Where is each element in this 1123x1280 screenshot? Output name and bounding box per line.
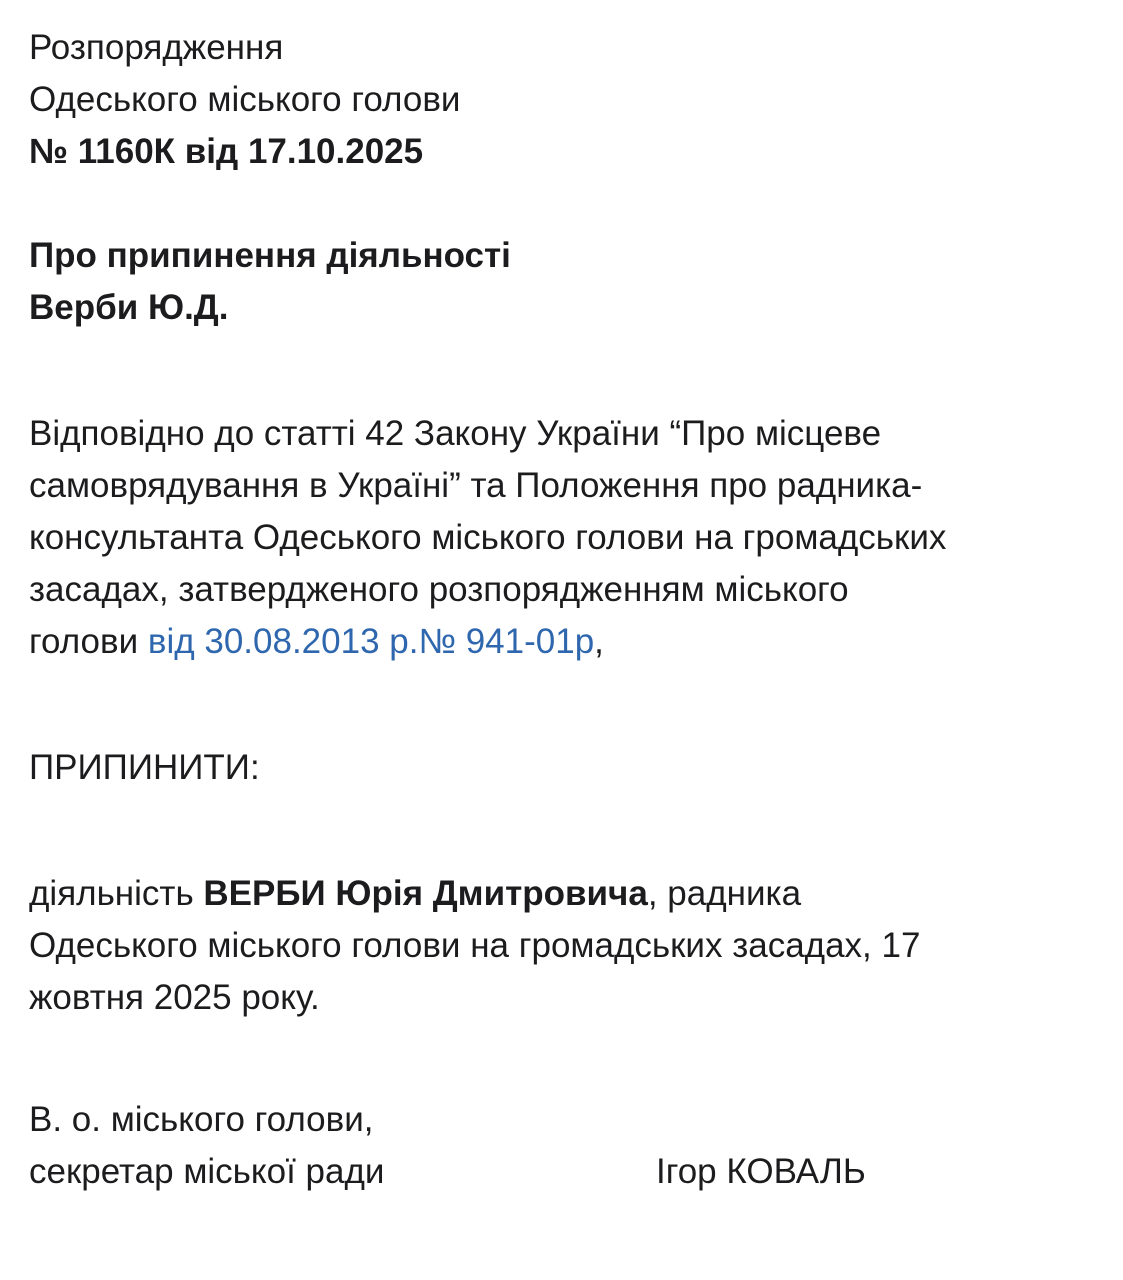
legal-basis-paragraph xyxy=(29,408,1099,668)
signer-position-line-2: секретар міської ради xyxy=(29,1152,385,1191)
decision-line-2: Одеського міського голови на громадських засадах, 17 xyxy=(29,926,921,965)
basis-line-5-suffix: , xyxy=(594,622,604,661)
issuing-authority: Одеського міського голови xyxy=(29,80,461,119)
decision-line-3: жовтня 2025 року. xyxy=(29,978,320,1017)
person-name: ВЕРБИ Юрія Дмитровича xyxy=(203,874,648,913)
title-line-2: Верби Ю.Д. xyxy=(29,288,229,327)
basis-line-4: засадах, затвердженого розпорядженням міського xyxy=(29,570,849,609)
decree-header xyxy=(29,22,1099,178)
decree-type: Розпорядження xyxy=(29,28,284,67)
decree-document xyxy=(29,22,1099,1202)
decision-prefix: діяльність xyxy=(29,874,204,913)
order-keyword: ПРИПИНИТИ: xyxy=(29,748,260,787)
basis-line-2: самоврядування в Україні” та Положення про радника- xyxy=(29,466,923,505)
decree-title xyxy=(29,230,1099,334)
decision-paragraph xyxy=(29,868,1099,1024)
signature-block xyxy=(29,1094,1099,1202)
signature-row xyxy=(29,1146,1099,1202)
basis-line-5-prefix: голови xyxy=(29,622,148,661)
decision-line-1 xyxy=(29,868,1099,920)
signer-name: Ігор КОВАЛЬ xyxy=(656,1152,866,1191)
decision-suffix: , радника xyxy=(647,874,802,913)
basis-line-5 xyxy=(29,616,1099,668)
signer-position-line-1: В. о. міського голови, xyxy=(29,1100,374,1139)
decree-number-date: № 1160К від 17.10.2025 xyxy=(29,132,424,171)
basis-line-3: консультанта Одеського міського голови на громадських xyxy=(29,518,947,557)
title-line-1: Про припинення діяльності xyxy=(29,236,511,275)
referenced-decree-link[interactable]: від 30.08.2013 р.№ 941-01р xyxy=(147,622,595,661)
basis-line-1: Відповідно до статті 42 Закону України “Про місцеве xyxy=(29,414,882,453)
